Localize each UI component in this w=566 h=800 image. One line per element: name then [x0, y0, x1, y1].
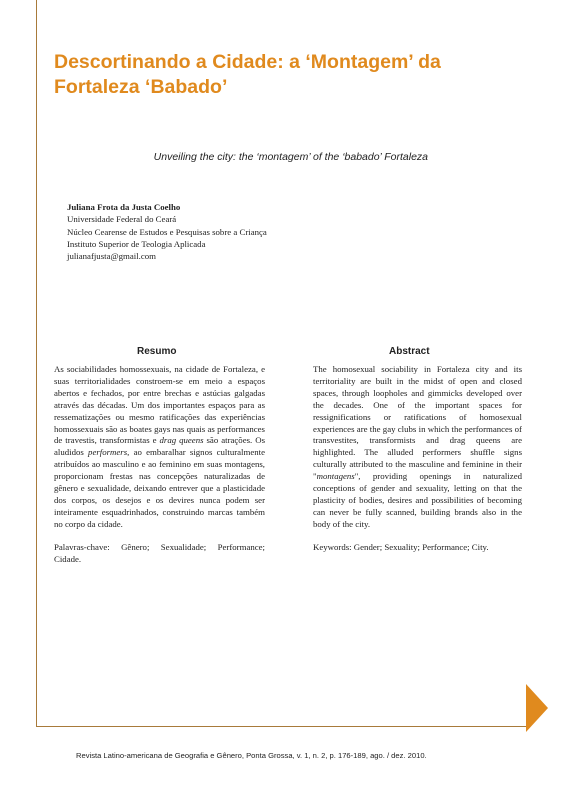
- bottom-border-line: [36, 726, 530, 727]
- triangle-right-icon: [526, 684, 548, 732]
- resumo-text-part: , ao embaralhar signos culturalmente atribuídos ao masculino e ao feminino em suas montagens, proporcionam frestas nas concepções naturalizadas de gênero e sexualidade, deixando entrever que a plasticidade dos corpos, os desejos e os devires nunca podem ser inteiramente esquadrinhados, construindo marcas também no corpo da cidade.: [54, 447, 265, 529]
- author-affiliation: Universidade Federal do Ceará: [67, 214, 177, 225]
- resumo-text-part: As sociabilidades homossexuais, na cidade de Fortaleza, e suas territorialidades constroem-se em meio a espaços abertos e fechados, por entre brechas e astúcias galgadas através das décadas. Um dos importantes espaços para as ressematizações ou mesmo ratificações das experiências homossexuais são as boates gays nas quais as performances de travestis, transformistas e: [54, 364, 265, 446]
- abstract-emphasis: montagens: [316, 471, 355, 482]
- resumo-emphasis: drag queens: [159, 435, 204, 446]
- resumo-text: [54, 364, 265, 531]
- abstract-text-part: ", providing openings in naturalized conceptions of gender and sexuality, letting on that the plasticity of bodies, desires and possibilities of becoming can never be fully scanned, building brands also in the body of the city.: [313, 471, 522, 529]
- resumo-emphasis: performers: [88, 447, 128, 458]
- next-page-button[interactable]: [526, 684, 548, 732]
- abstract-keywords: Keywords: Gender; Sexuality; Performance; City.: [313, 542, 489, 552]
- abstract-text-part: The homosexual sociability in Fortaleza city and its territoriality are built in the midst of open and closed spaces, through loopholes and gimmicks developed over the decades. One of the important spaces for ressignifications or ratifications of homosexual experiences are the gay clubs in which the performances of transvestites, transformists and drag queens are highlighted. The alluded performers shuffle signs culturally attributed to the masculine and feminine in their ": [313, 364, 522, 482]
- journal-citation: Revista Latino-americana de Geografia e Gênero, Ponta Grossa, v. 1, n. 2, p. 176-189, ago. / dez. 2010.: [76, 751, 427, 760]
- author-name: Juliana Frota da Justa Coelho: [67, 202, 181, 212]
- resumo-keywords: Palavras-chave: Gênero; Sexualidade; Performance; Cidade.: [54, 542, 265, 564]
- resumo-text-part: são atrações. Os aludidos: [54, 435, 265, 458]
- author-affiliation: Instituto Superior de Teologia Aplicada: [67, 238, 206, 249]
- author-block: [67, 201, 367, 262]
- resumo-heading: Resumo: [137, 346, 177, 357]
- abstract-heading: Abstract: [389, 346, 430, 357]
- article-title: Descortinando a Cidade: a ‘Montagem’ da Fortaleza ‘Babado’: [54, 51, 441, 98]
- article-subtitle: Unveiling the city: the ‘montagem’ of the ‘babado’ Fortaleza: [153, 151, 428, 163]
- abstract-text: [313, 364, 522, 531]
- author-email: julianafjusta@gmail.com: [67, 251, 156, 262]
- left-border-line: [36, 0, 37, 727]
- author-affiliation: Núcleo Cearense de Estudos e Pesquisas sobre a Criança: [67, 226, 267, 237]
